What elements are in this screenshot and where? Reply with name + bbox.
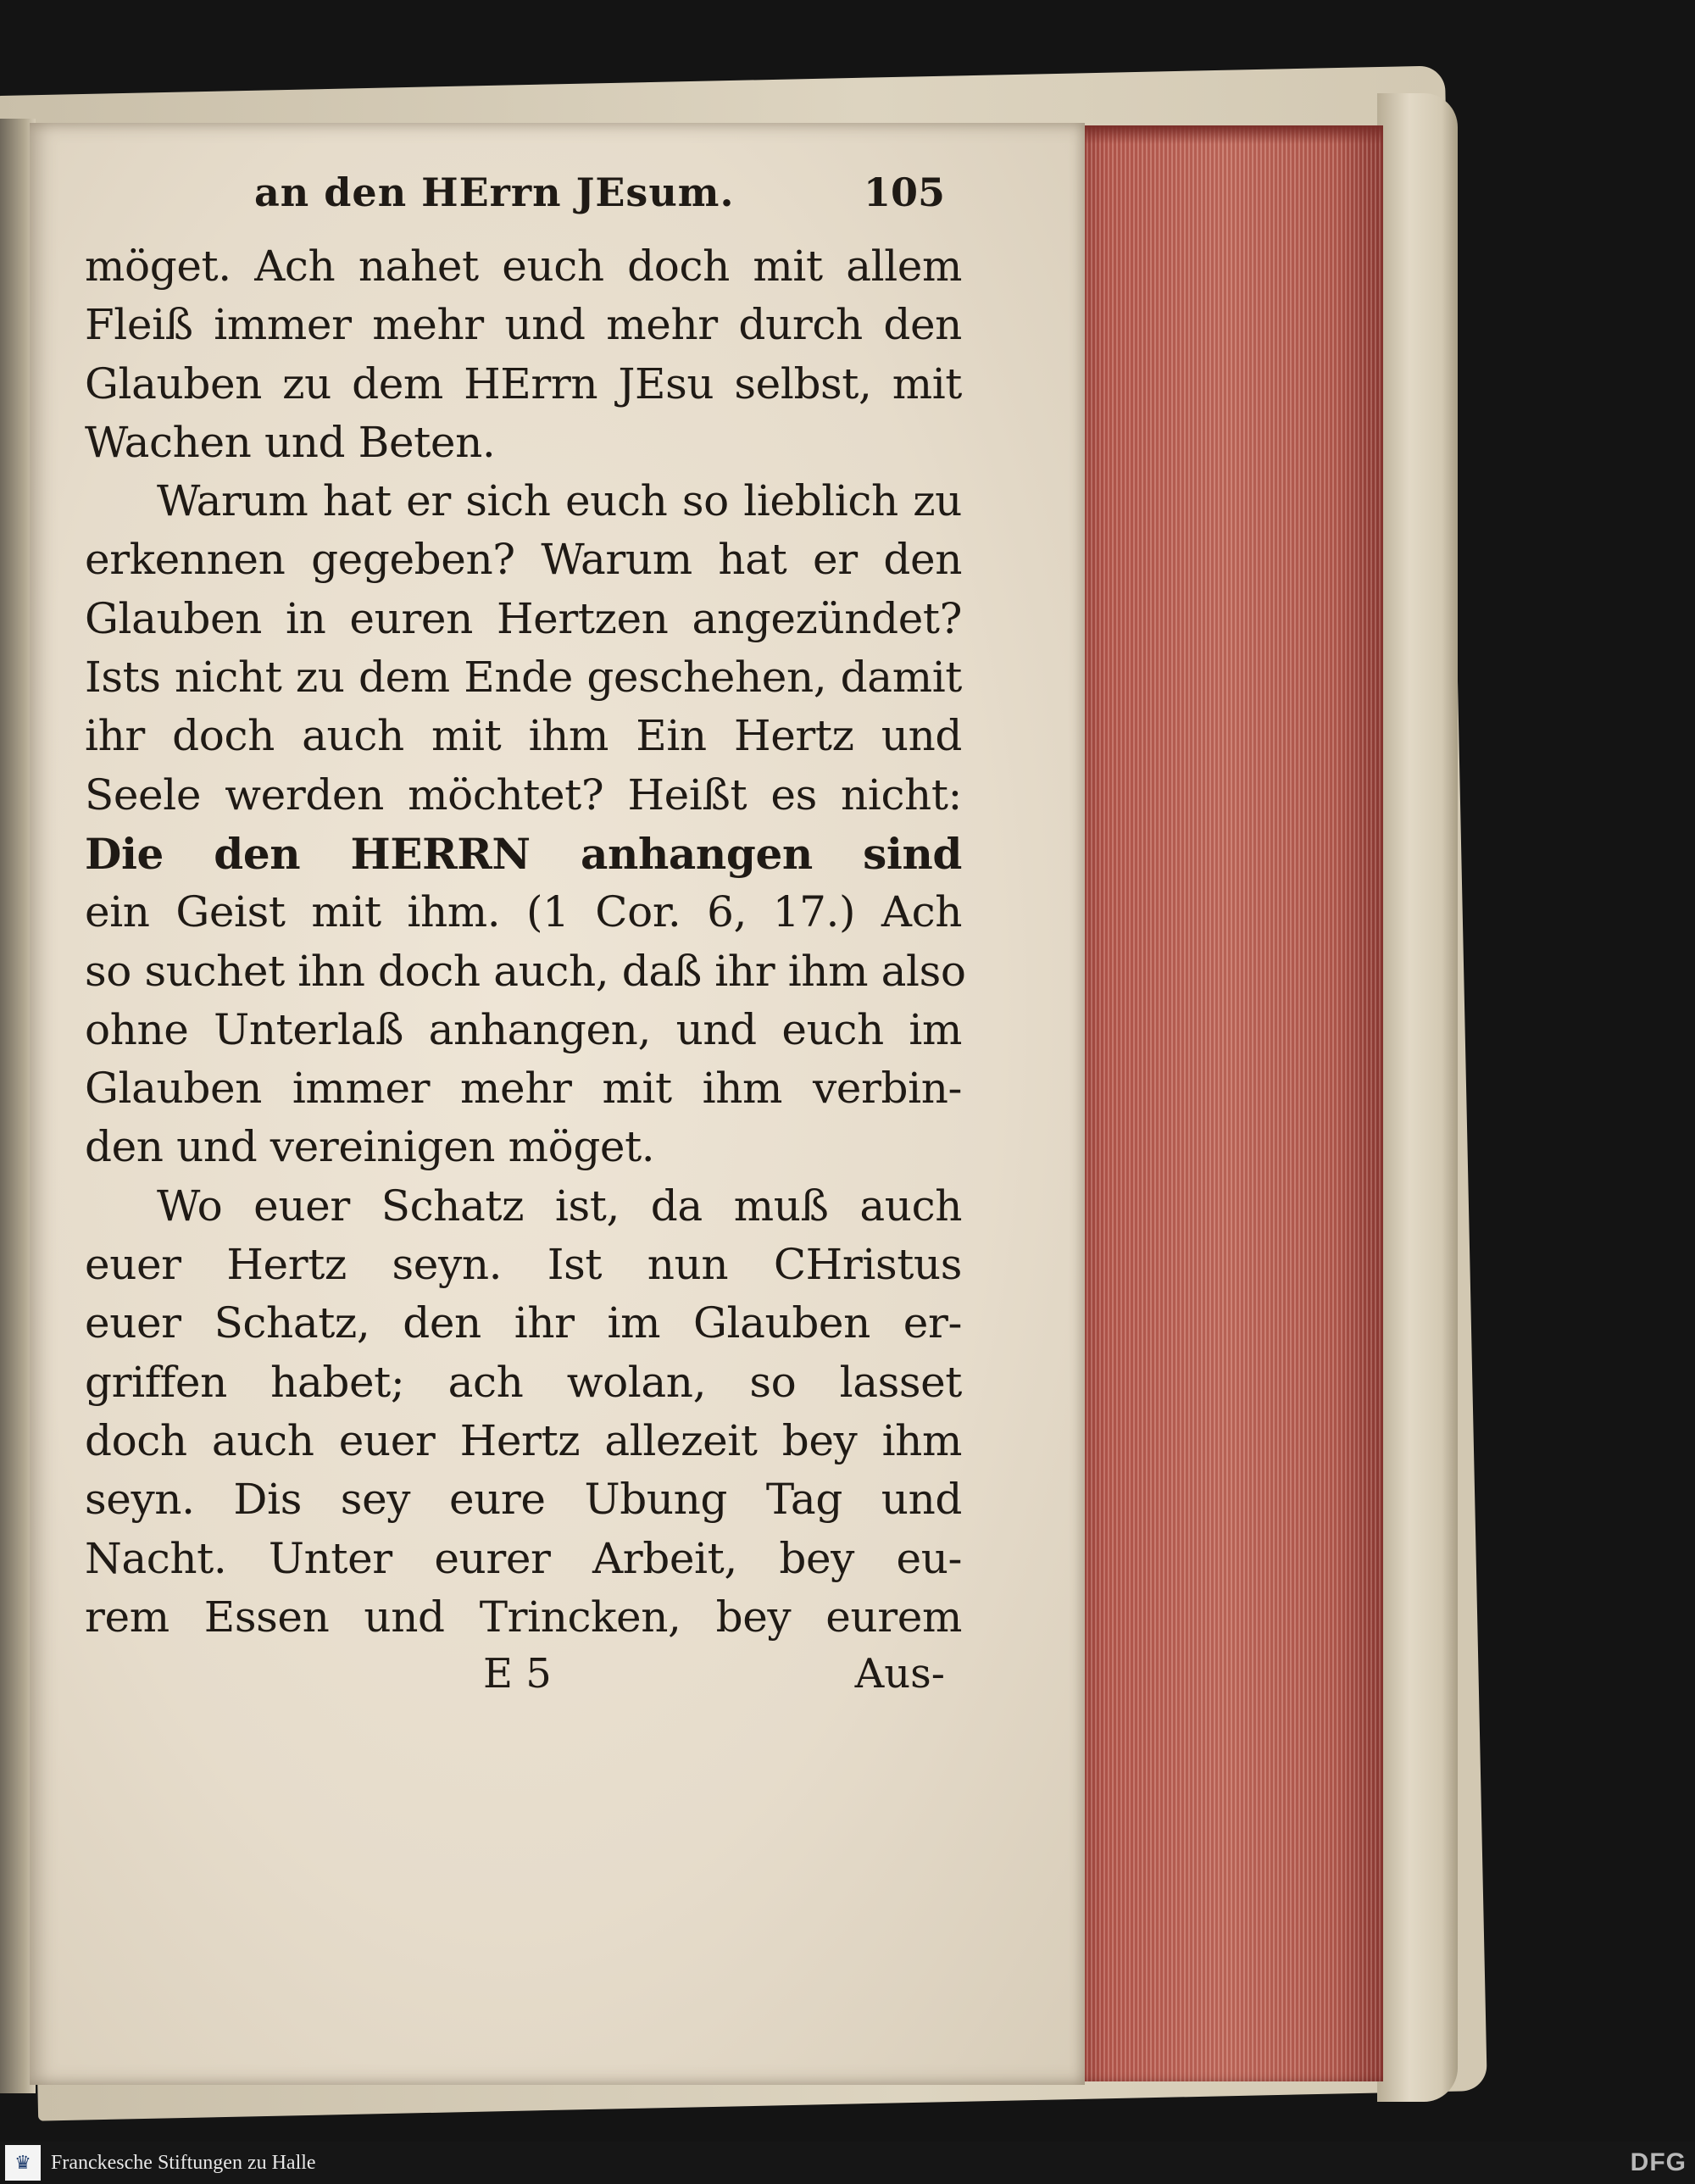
dfg-logo[interactable]: DFG bbox=[1630, 2148, 1687, 2176]
text-line: den und vereinigen möget. bbox=[85, 1122, 655, 1172]
text-line: Warum hat er sich euch so lieblich zu bbox=[157, 476, 962, 526]
body-text bbox=[85, 237, 966, 1647]
text-line: euer Schatz, den ihr im Glauben er- bbox=[85, 1298, 962, 1348]
text-line: erkennen gegeben? Warum hat er den bbox=[85, 535, 962, 585]
text-line: ein Geist mit ihm. (1 Cor. 6, 17.) Ach bbox=[85, 887, 962, 937]
text-line: Seele werden möchtet? Heißt es nicht: bbox=[85, 770, 962, 820]
signature-mark: E 5 bbox=[483, 1650, 552, 1698]
text-line: griffen habet; ach wolan, so lasset bbox=[85, 1357, 962, 1407]
text-line: Glauben immer mehr mit ihm verbin- bbox=[85, 1064, 962, 1114]
text-line: ohne Unterlaß anhangen, und euch im bbox=[85, 1004, 962, 1054]
running-head-title: an den HErrn JEsum. bbox=[254, 169, 735, 215]
institution-logo-icon[interactable]: ♛ bbox=[5, 2145, 41, 2181]
page-number: 105 bbox=[863, 169, 945, 215]
running-header bbox=[85, 169, 962, 229]
text-line: Glauben zu dem HErrn JEsu selbst, mit bbox=[85, 358, 962, 408]
text-line: Nacht. Unter eurer Arbeit, bey eu- bbox=[85, 1533, 962, 1583]
page-edge-shadow bbox=[1070, 125, 1383, 144]
text-line: so suchet ihn doch auch, daß ihr ihm also bbox=[85, 946, 966, 996]
text-line: euer Hertz seyn. Ist nun CHristus bbox=[85, 1240, 962, 1290]
red-page-edges bbox=[1070, 125, 1383, 2081]
text-line: Ists nicht zu dem Ende geschehen, damit bbox=[85, 653, 962, 703]
text-line: doch auch euer Hertz allezeit bey ihm bbox=[85, 1415, 962, 1465]
text-line: Wachen und Beten. bbox=[85, 417, 496, 467]
catchword: Aus- bbox=[854, 1650, 945, 1698]
text-block bbox=[85, 169, 966, 1709]
text-line: seyn. Dis sey eure Ubung Tag und bbox=[85, 1475, 962, 1525]
page-footer-marks bbox=[85, 1650, 962, 1709]
text-line: Die den HERRN anhangen sind bbox=[85, 828, 962, 879]
text-line: möget. Ach nahet euch doch mit allem bbox=[85, 242, 962, 291]
vellum-cover-edge bbox=[1377, 93, 1458, 2102]
viewer-footer bbox=[0, 2142, 1695, 2184]
text-line: Wo euer Schatz ist, da muß auch bbox=[157, 1181, 962, 1231]
text-line: ihr doch auch mit ihm Ein Hertz und bbox=[85, 711, 962, 761]
text-line: rem Essen und Trincken, bey eurem bbox=[85, 1592, 962, 1642]
text-line: Fleiß immer mehr und mehr durch den bbox=[85, 300, 962, 350]
text-line: Glauben in euren Hertzen angezündet? bbox=[85, 593, 962, 643]
institution-name[interactable]: Franckesche Stiftungen zu Halle bbox=[51, 2152, 316, 2174]
